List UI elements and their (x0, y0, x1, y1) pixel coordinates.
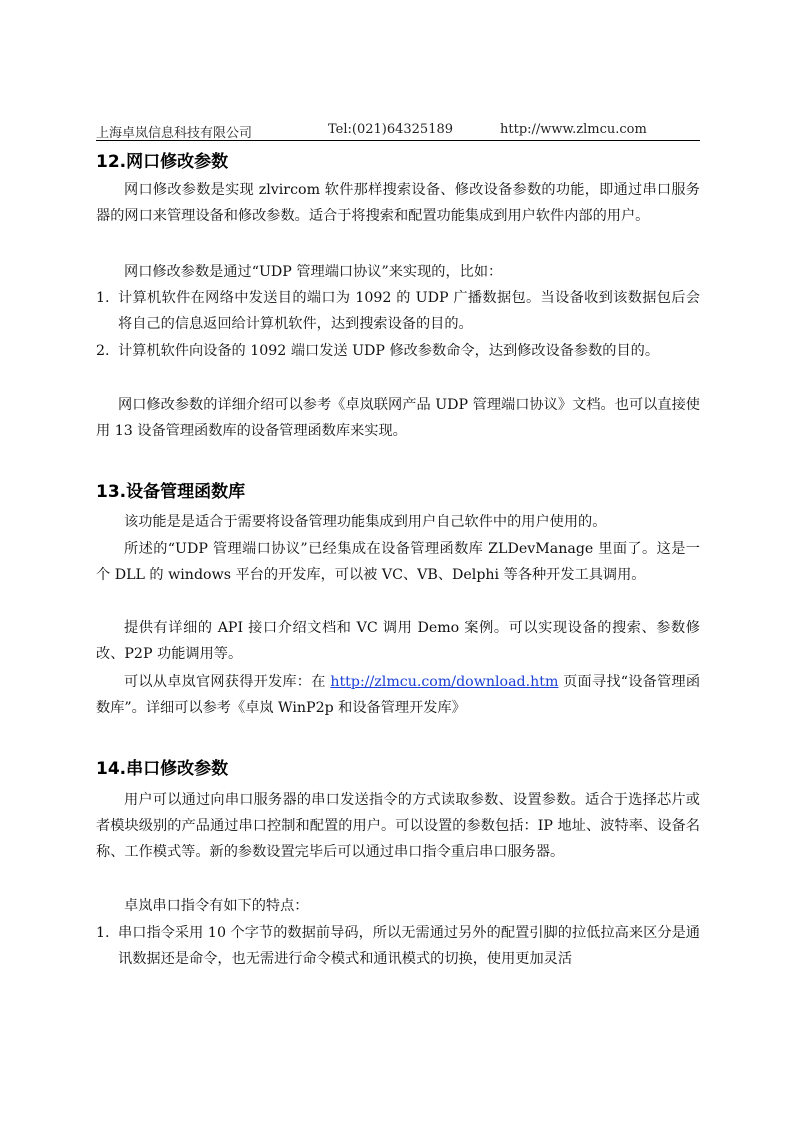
section-12-paragraph-1: 网口修改参数是实现 zlvircom 软件那样搜索设备、修改设备参数的功能，即通过串口服务器的网口来管理设备和修改参数。适合于将搜索和配置功能集成到用户软件内部的用户。 (96, 182, 700, 224)
section-12-list-item-2 (96, 338, 700, 364)
header-tel: Tel:(021)64325189 (328, 122, 454, 137)
list-text: 串口指令采用 10 个字节的数据前导码，所以无需通过另外的配置引脚的拉低拉高来区分是通讯数据还是命令，也无需进行命令模式和通讯模式的切换，使用更加灵活 (118, 925, 700, 967)
section-12-paragraph-3: 网口修改参数的详细介绍可以参考《卓岚联网产品 UDP 管理端口协议》文档。也可以直接使用 13 设备管理函数库的设备管理函数库来实现。 (96, 397, 700, 439)
section-13-paragraph-2: 所述的“UDP 管理端口协议”已经集成在设备管理函数库 ZLDevManage 里面了。这是一个 DLL 的 windows 平台的开发库，可以被 VC、VB、Delphi 等各种开发工具调用。 (96, 541, 700, 583)
download-link[interactable]: http://zlmcu.com/download.htm (330, 674, 559, 690)
section-14-title: 14.串口修改参数 (96, 759, 229, 779)
list-text: 计算机软件向设备的 1092 端口发送 UDP 修改参数命令，达到修改设备参数的目的。 (118, 343, 660, 359)
section-13-paragraph-4 (96, 669, 700, 721)
download-outro: 页面寻找“设备管理函数库”。详细可以参考《卓岚 WinP2p 和设备管理开发库》 (96, 674, 701, 716)
header-url: http://www.zlmcu.com (500, 122, 647, 137)
list-number: 1. (96, 290, 110, 306)
section-14-list-item-1 (96, 920, 700, 972)
header-company: 上海卓岚信息科技有限公司 (96, 126, 253, 141)
list-number: 1. (96, 925, 110, 941)
section-13-title: 13.设备管理函数库 (96, 482, 246, 502)
section-14-paragraph-1: 用户可以通过向串口服务器的串口发送指令的方式读取参数、设置参数。适合于选择芯片或者模块级别的产品通过串口控制和配置的用户。可以设置的参数包括：IP 地址、波特率、设备名称、工作模式等。新的参数设置完毕后可以通过串口指令重启串口服务器。 (96, 792, 700, 860)
section-14-paragraph-2: 卓岚串口指令有如下的特点： (124, 898, 309, 914)
section-13-paragraph-1: 该功能是是适合于需要将设备管理功能集成到用户自己软件中的用户使用的。 (124, 514, 607, 530)
list-text: 计算机软件在网络中发送目的端口为 1092 的 UDP 广播数据包。当设备收到该数据包后会将自己的信息返回给计算机软件，达到搜索设备的目的。 (118, 290, 700, 332)
section-13-paragraph-3: 提供有详细的 API 接口介绍文档和 VC 调用 Demo 案例。可以实现设备的搜索、参数修改、P2P 功能调用等。 (96, 620, 700, 662)
section-12-paragraph-2: 网口修改参数是通过“UDP 管理端口协议”来实现的，比如： (124, 264, 503, 280)
section-12-list-item-1 (96, 285, 700, 337)
section-12-title: 12.网口修改参数 (96, 152, 229, 172)
download-intro: 可以从卓岚官网获得开发库：在 (124, 674, 331, 690)
page-header (96, 118, 700, 141)
list-number: 2. (96, 343, 110, 359)
